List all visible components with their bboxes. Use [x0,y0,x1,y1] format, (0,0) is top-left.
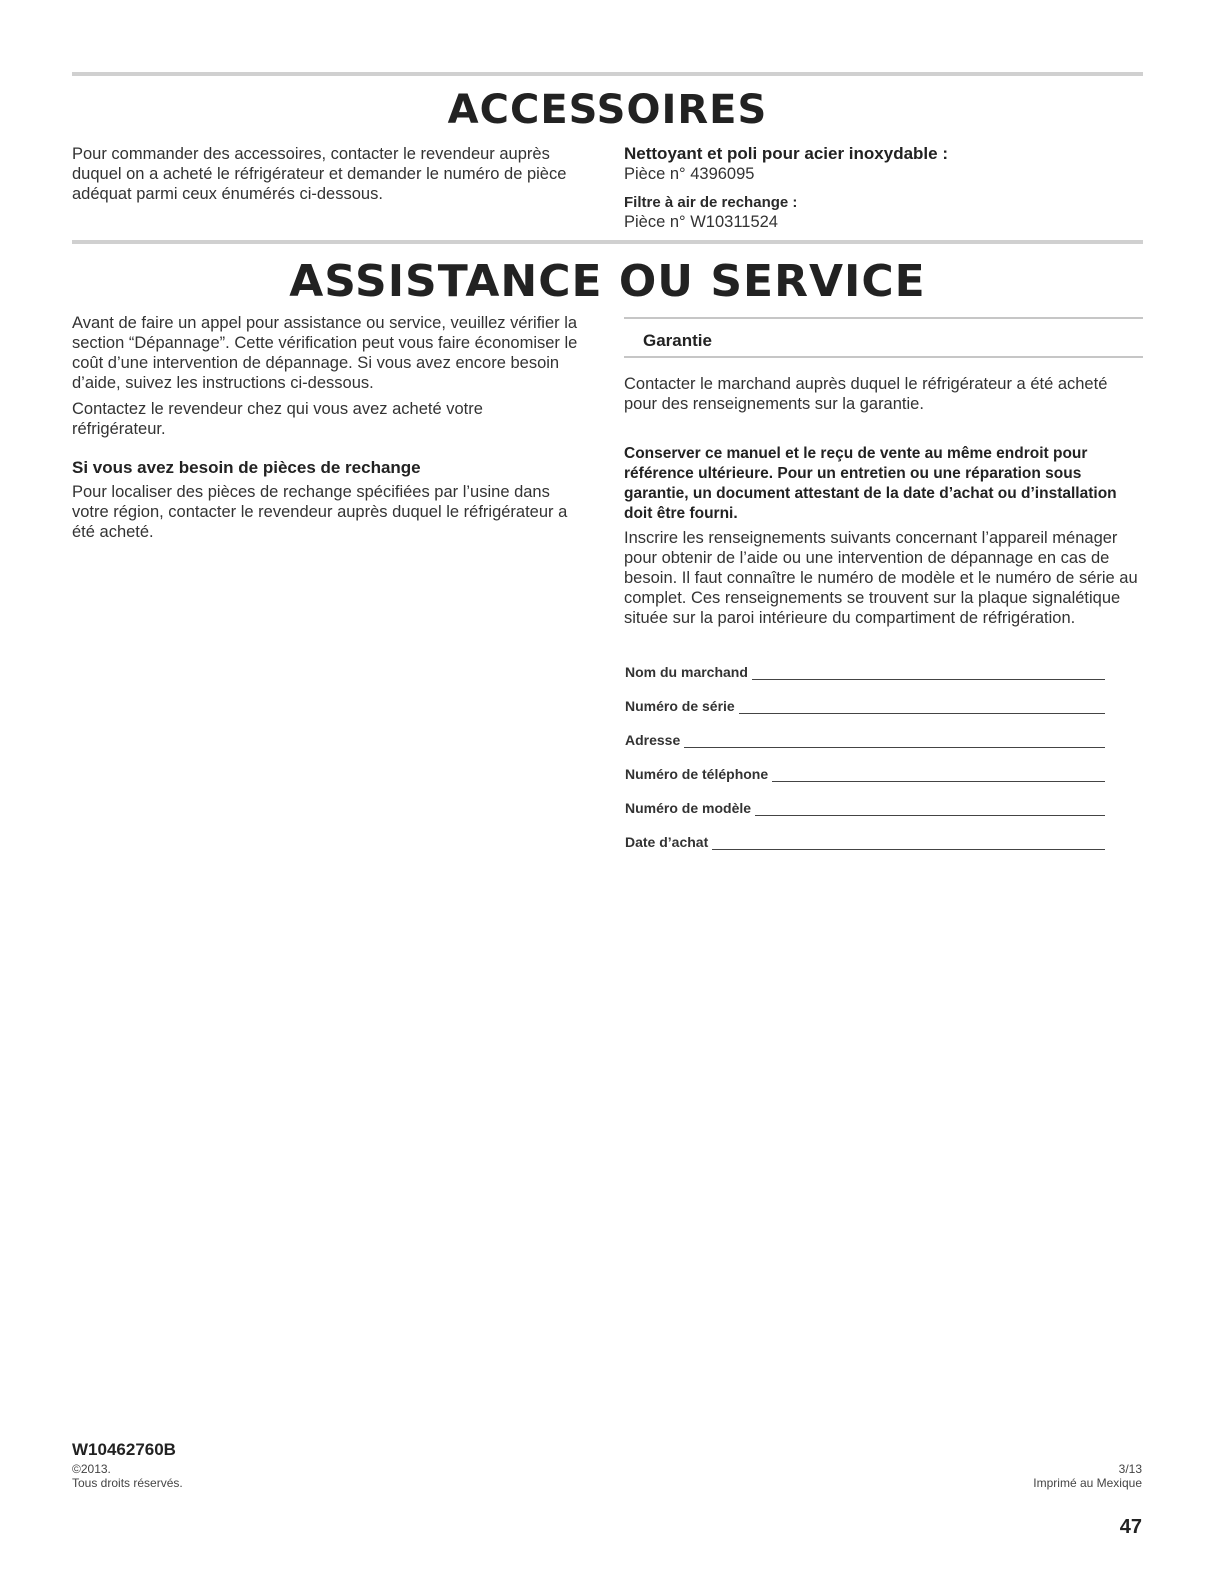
field-line[interactable] [712,835,1105,850]
garantie-bottom-rule [624,356,1143,358]
field-date-achat[interactable] [625,830,1105,850]
footer-date: 3/13 [1118,1462,1142,1476]
garantie-top-rule [624,317,1143,319]
assistance-title: ASSISTANCE OU SERVICE [289,256,926,307]
middle-divider [72,240,1143,244]
field-numero-telephone[interactable] [625,762,1105,782]
accessoires-intro: Pour commander des accessoires, contacter le revendeur auprès duquel on a acheté le réfrigérateur et demander le numéro de pièce adéquat parmi ceux énumérés ci-dessous. [72,145,567,203]
field-label: Numéro de série [625,698,735,714]
garantie-heading: Garantie [643,331,712,350]
field-nom-marchand[interactable] [625,660,1105,680]
footer-printed: Imprimé au Mexique [1033,1476,1142,1490]
field-label: Nom du marchand [625,664,748,680]
footer-part-number: W10462760B [72,1440,176,1459]
accessoires-title: ACCESSOIRES [447,87,768,133]
accessory-name-cleaner: Nettoyant et poli pour acier inoxydable : [624,144,948,163]
parts-text: Pour localiser des pièces de rechange spécifiées par l’usine dans votre région, contacter le revendeur auprès duquel le réfrigérateur a été acheté. [72,483,568,541]
field-label: Numéro de modèle [625,800,752,816]
footer-rights: Tous droits réservés. [72,1476,183,1490]
field-line[interactable] [739,699,1105,714]
field-label: Adresse [625,732,681,748]
field-numero-serie[interactable] [625,694,1105,714]
parts-heading: Si vous avez besoin de pièces de rechange [72,458,421,477]
accessory-part-filter: Pièce n° W10311524 [624,213,778,231]
accessory-name-filter: Filtre à air de rechange : [624,194,798,211]
field-label: Date d’achat [625,834,709,850]
field-label: Numéro de téléphone [625,766,769,782]
field-adresse[interactable] [625,728,1105,748]
assistance-intro-2: Contactez le revendeur chez qui vous avez acheté votre réfrigérateur. [72,400,483,438]
top-divider [72,72,1143,76]
garantie-bold-note: Conserver ce manuel et le reçu de vente au même endroit pour référence ultérieure. Pour un entretien ou une réparation sous garantie, un document attestant de la date d’achat ou d’installation doit être fourni. [624,445,1117,522]
assistance-intro-1: Avant de faire un appel pour assistance ou service, veuillez vérifier la section “Dépannage”. Cette vérification peut vous faire économiser le coût d’une intervention de dépannage. Si vous avez encore besoin d’aide, suivez les instructions ci-dessous. [72,314,578,392]
garantie-text: Contacter le marchand auprès duquel le réfrigérateur a été acheté pour des renseignements sur la garantie. [624,375,1108,413]
field-line[interactable] [772,767,1105,782]
field-line[interactable] [755,801,1105,816]
page-number: 47 [1119,1516,1142,1538]
field-line[interactable] [752,665,1105,680]
footer-copyright: ©2013. [72,1462,111,1476]
accessory-part-cleaner: Pièce n° 4396095 [624,165,755,183]
field-numero-modele[interactable] [625,796,1105,816]
garantie-record-text: Inscrire les renseignements suivants concernant l’appareil ménager pour obtenir de l’aide ou une intervention de dépannage en cas de besoin. Il faut connaître le numéro de modèle et le numéro de série au complet. Ces renseignements se trouvent sur la plaque signalétique située sur la paroi intérieure du compartiment de réfrigération. [624,529,1138,627]
field-line[interactable] [684,733,1105,748]
